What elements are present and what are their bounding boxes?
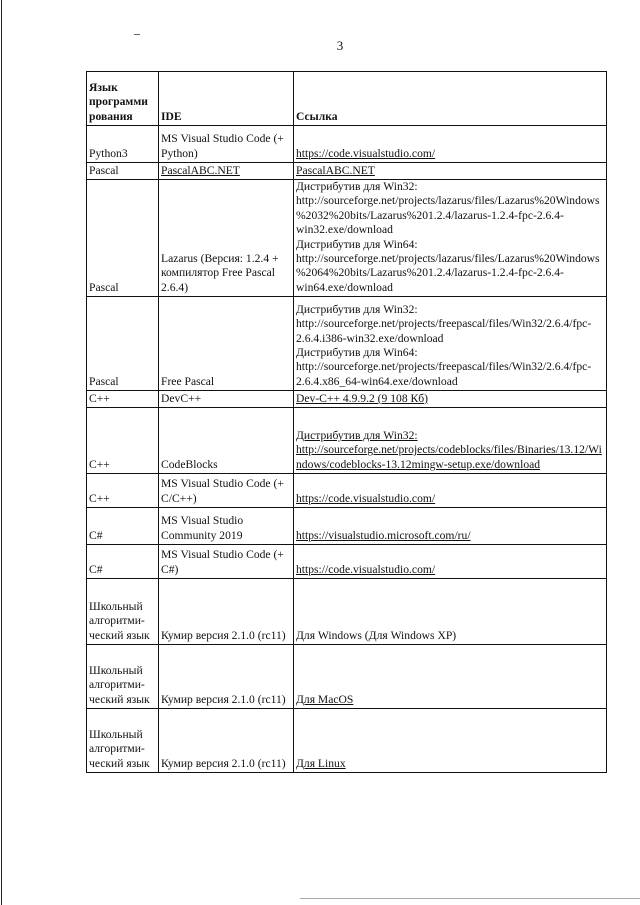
cell-link xyxy=(294,126,607,163)
table-row xyxy=(87,297,607,391)
download-link[interactable]: Для Windows (Для Windows XP) xyxy=(296,628,457,642)
cell-ide: CodeBlocks xyxy=(159,408,294,474)
link-text: Дистрибутив для Win32: xyxy=(296,180,418,193)
cell-link xyxy=(294,391,607,408)
cell-link xyxy=(294,508,607,545)
table-row xyxy=(87,126,607,163)
cell-language: Школьный алгоритми-ческий язык xyxy=(87,709,159,773)
cell-ide: MS Visual Studio Code (+ C#) xyxy=(159,545,294,579)
table-row xyxy=(87,163,607,180)
page-number: 3 xyxy=(336,38,344,53)
table-row xyxy=(87,508,607,545)
header-link: Ссылка xyxy=(294,72,607,126)
download-link[interactable]: http://sourceforge.net/projects/codeblocks/files/Binaries/13.12/Windows/codeblocks-13.12mingw-setup.exe/download xyxy=(296,443,602,471)
cell-ide[interactable]: PascalABC.NET xyxy=(159,163,294,180)
ide-links-table xyxy=(86,71,607,773)
cell-ide: MS Visual Studio Community 2019 xyxy=(159,508,294,545)
link-text: Дистрибутив для Win32: xyxy=(296,302,418,316)
table-row xyxy=(87,579,607,645)
cell-ide: Кумир версия 2.1.0 (rc11) xyxy=(159,645,294,709)
cell-link xyxy=(294,645,607,709)
download-link[interactable]: Для Linux xyxy=(296,756,346,770)
cell-ide: MS Visual Studio Code (+ C/C++) xyxy=(159,474,294,508)
download-link[interactable]: Дистрибутив для Win32: xyxy=(296,429,418,443)
table-row xyxy=(87,408,607,474)
cell-language: C++ xyxy=(87,474,159,508)
download-link[interactable]: https://visualstudio.microsoft.com/ru/ xyxy=(296,528,471,542)
cell-link xyxy=(294,709,607,773)
cell-link xyxy=(294,545,607,579)
link-text: Дистрибутив для Win64: xyxy=(296,237,418,251)
cell-language: Pascal xyxy=(87,297,159,391)
table-row xyxy=(87,474,607,508)
cell-link xyxy=(294,408,607,474)
link-text: Дистрибутив для Win64: xyxy=(296,346,418,360)
scan-mark xyxy=(134,34,140,35)
link-text: http://sourceforge.net/projects/lazarus/files/Lazarus%20Windows%2064%20bits/Lazarus%201.2.4/lazarus-1.2.4-fpc-2.6.4-win64.exe/download xyxy=(296,252,600,294)
cell-language: Python3 xyxy=(87,126,159,163)
cell-ide: DevC++ xyxy=(159,391,294,408)
cell-link xyxy=(294,163,607,180)
download-link[interactable]: https://code.visualstudio.com/ xyxy=(296,491,436,505)
cell-link xyxy=(294,180,607,297)
table-row xyxy=(87,391,607,408)
cell-language: Школьный алгоритми-ческий язык xyxy=(87,645,159,709)
download-link[interactable]: Dev-C++ 4.9.9.2 (9 108 Кб) xyxy=(296,391,429,405)
table-header-row xyxy=(87,72,607,126)
cell-ide: MS Visual Studio Code (+ Python) xyxy=(159,126,294,163)
link-text: http://sourceforge.net/projects/freepascal/files/Win32/2.6.4/fpc-2.6.4.i386-win32.exe/download xyxy=(296,317,592,345)
cell-language: C# xyxy=(87,508,159,545)
cell-link xyxy=(294,579,607,645)
download-link[interactable]: https://code.visualstudio.com/ xyxy=(296,562,436,576)
table-row xyxy=(87,709,607,773)
cell-link xyxy=(294,297,607,391)
cell-language: Pascal xyxy=(87,163,159,180)
table-row xyxy=(87,645,607,709)
cell-ide: Кумир версия 2.1.0 (rc11) xyxy=(159,709,294,773)
cell-language: Школьный алгоритми-ческий язык xyxy=(87,579,159,645)
download-link[interactable]: Для MacOS xyxy=(296,692,354,706)
header-ide: IDE xyxy=(159,72,294,126)
cell-link xyxy=(294,474,607,508)
cell-ide: Lazarus (Версия: 1.2.4 + компилятор Free Pascal 2.6.4) xyxy=(159,180,294,297)
table-row xyxy=(87,545,607,579)
download-link[interactable]: PascalABC.NET xyxy=(296,163,375,177)
table-row xyxy=(87,180,607,297)
bottom-edge-line xyxy=(300,898,640,899)
cell-language: Pascal xyxy=(87,180,159,297)
cell-language: C++ xyxy=(87,408,159,474)
cell-language: C++ xyxy=(87,391,159,408)
link-text: http://sourceforge.net/projects/lazarus/files/Lazarus%20Windows%2032%20bits/Lazarus%201.2.4/lazarus-1.2.4-fpc-2.6.4-win32.exe/download xyxy=(296,194,600,237)
link-text: http://sourceforge.net/projects/freepascal/files/Win32/2.6.4/fpc-2.6.4.x86_64-win64.exe/download xyxy=(296,360,592,388)
left-border-line xyxy=(1,0,2,905)
download-link[interactable]: https://code.visualstudio.com/ xyxy=(296,146,436,160)
header-language: Язык программи рования xyxy=(87,72,159,126)
cell-language: C# xyxy=(87,545,159,579)
cell-ide: Кумир версия 2.1.0 (rc11) xyxy=(159,579,294,645)
cell-ide: Free Pascal xyxy=(159,297,294,391)
table-body xyxy=(87,72,607,773)
